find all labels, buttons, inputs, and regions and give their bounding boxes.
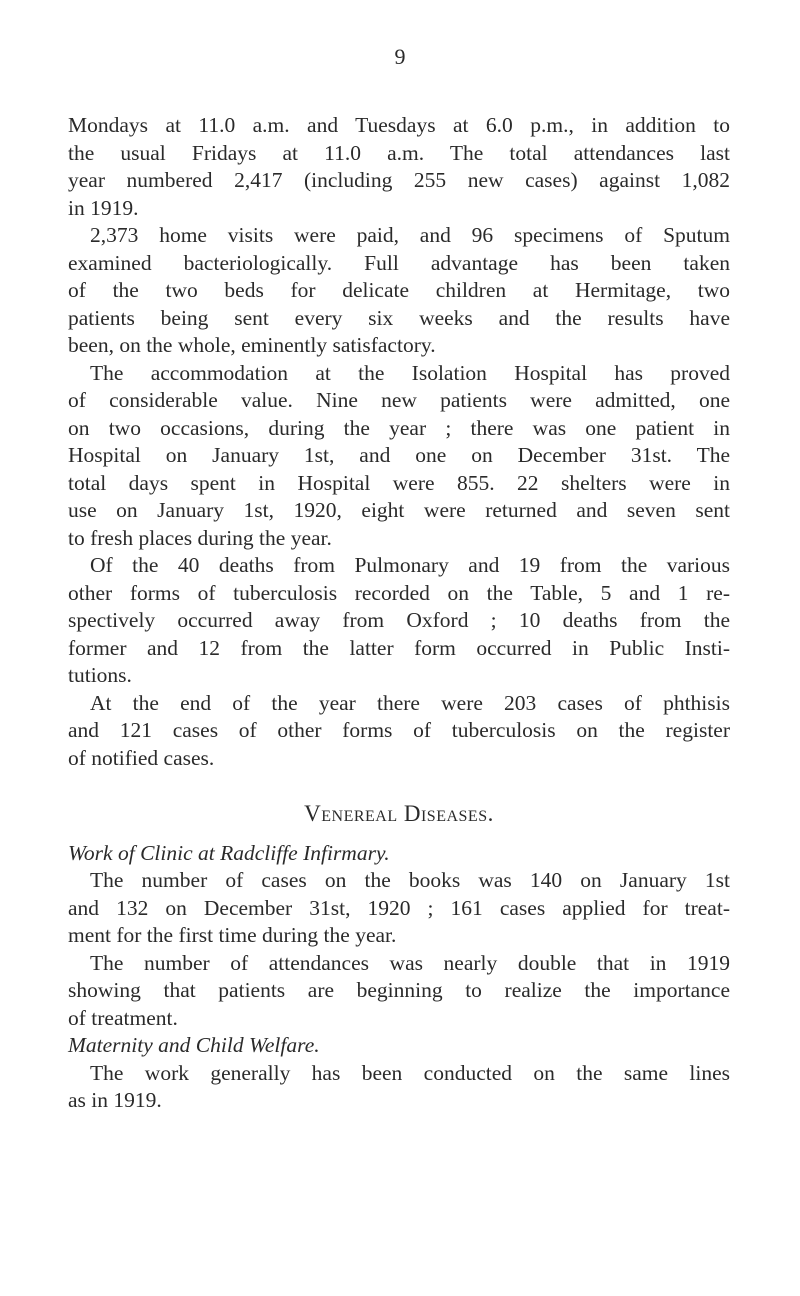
text-line: tutions. xyxy=(68,663,132,687)
paragraph xyxy=(68,1060,730,1115)
text-line: patients being sent every six weeks and the results have xyxy=(68,305,730,330)
text-line: showing that patients are beginning to realize the importance xyxy=(68,978,730,1002)
text-line: Of the 40 deaths from Pulmonary and 19 from the various xyxy=(90,553,730,577)
text-line: The accommodation at the Isolation Hospital has proved xyxy=(90,360,730,385)
text-line: The number of attendances was nearly double that in 1919 xyxy=(90,950,730,975)
text-line: of the two beds for delicate children at Hermitage, two xyxy=(68,278,730,302)
text-line: total days spent in Hospital were 855. 22 shelters were in xyxy=(68,470,730,495)
text-line: former and 12 from the latter form occurred in Public Insti- xyxy=(68,635,730,660)
text-line: Mondays at 11.0 a.m. and Tuesdays at 6.0 p.m., in addition to xyxy=(68,113,730,137)
text-line: spectively occurred away from Oxford ; 10 deaths from the xyxy=(68,608,730,632)
text-line: the usual Fridays at 11.0 a.m. The total attendances last xyxy=(68,140,730,165)
text-line: of treatment. xyxy=(68,1005,178,1030)
paragraph xyxy=(68,222,730,360)
paragraph xyxy=(68,360,730,553)
text-line: At the end of the year there were 203 cases of phthisis xyxy=(90,690,730,715)
text-line: year numbered 2,417 (including 255 new cases) against 1,082 xyxy=(68,168,730,192)
text-line: examined bacteriologically. Full advantage has been taken xyxy=(68,250,730,275)
text-line: Hospital on January 1st, and one on December 31st. The xyxy=(68,443,730,467)
paragraph xyxy=(68,690,730,773)
text-line: other forms of tuberculosis recorded on the Table, 5 and 1 re- xyxy=(68,580,730,605)
text-line: been, on the whole, eminently satisfactory. xyxy=(68,333,436,357)
text-line: use on January 1st, 1920, eight were returned and seven sent xyxy=(68,498,730,522)
text-line: of considerable value. Nine new patients were admitted, one xyxy=(68,388,730,412)
paragraph xyxy=(68,552,730,690)
paragraph xyxy=(68,867,730,950)
text-line: and 132 on December 31st, 1920 ; 161 cases applied for treat- xyxy=(68,895,730,920)
text-line: on two occasions, during the year ; there was one patient in xyxy=(68,415,730,440)
paragraph xyxy=(68,950,730,1033)
text-line: 2,373 home visits were paid, and 96 specimens of Sputum xyxy=(90,223,730,247)
subsection-heading: Work of Clinic at Radcliffe Infirmary. xyxy=(68,840,390,865)
text-line: to fresh places during the year. xyxy=(68,525,332,550)
document-body xyxy=(68,112,730,1115)
paragraph xyxy=(68,112,730,222)
text-line: The number of cases on the books was 140 on January 1st xyxy=(90,868,730,892)
text-line: ment for the first time during the year. xyxy=(68,923,397,947)
text-line: The work generally has been conducted on the same lines xyxy=(90,1060,730,1085)
text-line: of notified cases. xyxy=(68,745,215,770)
page-number: 9 xyxy=(394,44,406,69)
text-line: in 1919. xyxy=(68,195,139,220)
text-line: as in 1919. xyxy=(68,1088,162,1112)
subsection-heading: Maternity and Child Welfare. xyxy=(68,1033,320,1057)
section-heading: Venereal Diseases. xyxy=(304,801,494,826)
text-line: and 121 cases of other forms of tuberculosis on the register xyxy=(68,718,730,742)
